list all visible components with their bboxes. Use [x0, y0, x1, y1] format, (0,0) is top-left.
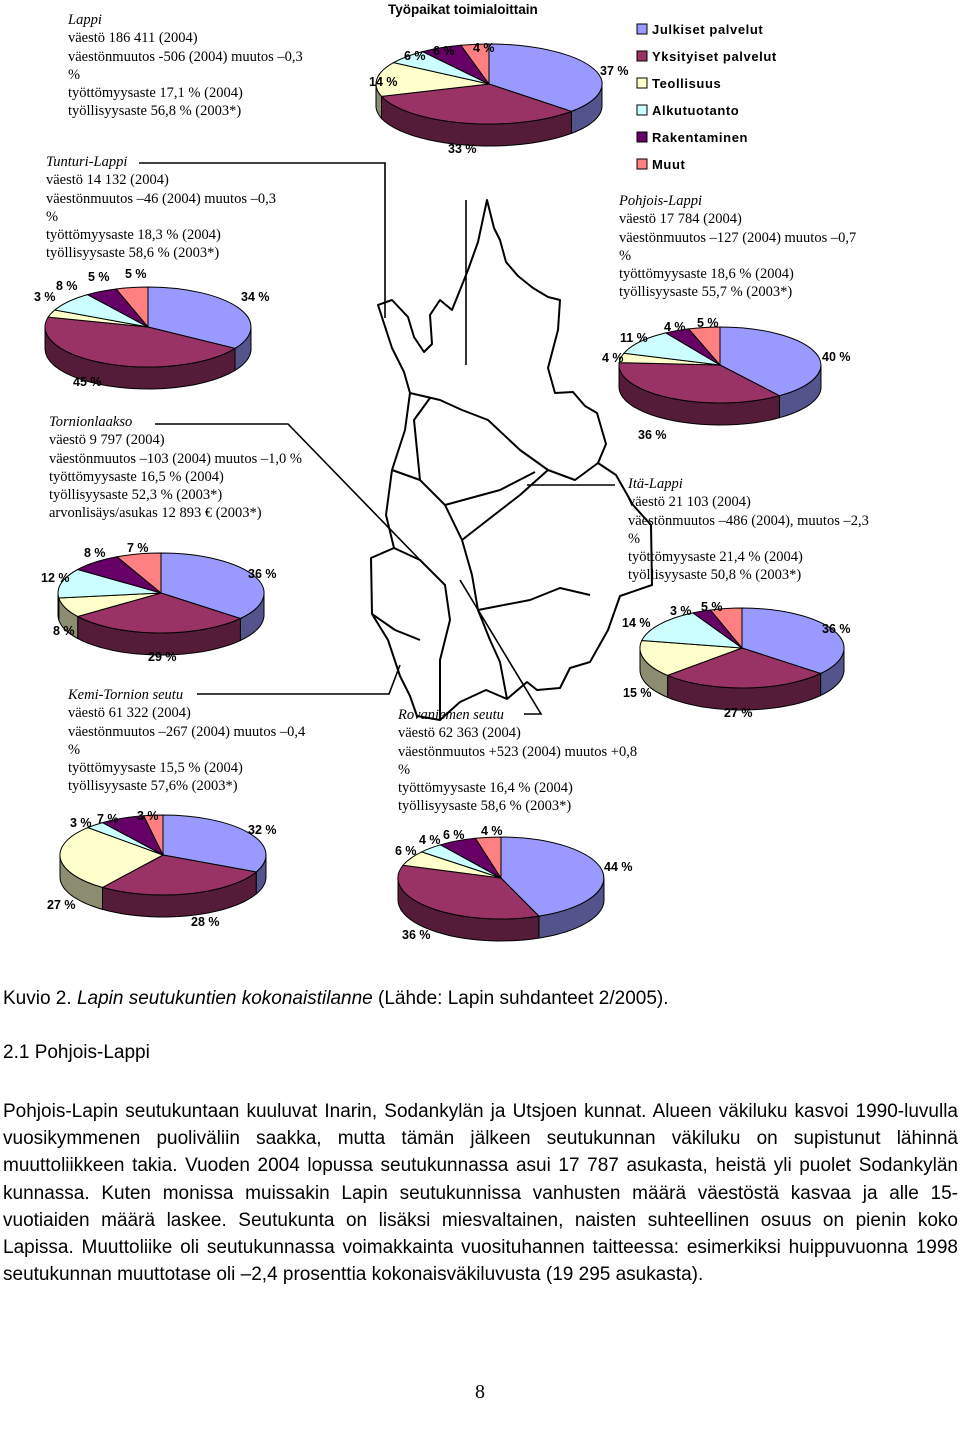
info-line: työllisyysaste 58,6 % (2003*) [46, 245, 220, 262]
map-border [410, 393, 598, 480]
info-line: väestönmuutos –267 (2004) muutos –0,4 [68, 723, 306, 740]
region-title: Tornionlaakso [49, 414, 133, 430]
info-line: väestö 186 411 (2004) [68, 30, 198, 47]
pie-value-label: 27 % [724, 706, 753, 720]
pie-value-label: 5 % [125, 267, 147, 281]
info-line: väestönmuutos –46 (2004) muutos –0,3 [46, 190, 276, 207]
pie-value-label: 4 % [664, 320, 686, 334]
section-heading: 2.1 Pohjois-Lappi [3, 1042, 150, 1063]
info-line: väestö 21 103 (2004) [628, 494, 751, 511]
info-line: väestönmuutos –103 (2004) muutos –1,0 % [49, 450, 302, 467]
pie-value-label: 36 % [402, 928, 431, 942]
map-border [462, 470, 548, 540]
pie-value-label: 40 % [822, 350, 851, 364]
legend-item-julkiset-palvelut [637, 22, 763, 37]
pie-value-label: 3 % [70, 816, 92, 830]
info-line: työllisyysaste 50,8 % (2003*) [628, 567, 802, 584]
pie-value-label: 8 % [53, 624, 75, 638]
pie-chart-tunturi-lappi [34, 267, 270, 389]
pie-value-label: 36 % [248, 567, 277, 581]
info-line: väestö 17 784 (2004) [619, 211, 742, 228]
info-line: väestönmuutos -506 (2004) muutos –0,3 [68, 48, 303, 65]
info-line: työttömyysaste 17,1 % (2004) [68, 85, 243, 102]
pie-value-label: 7 % [97, 812, 119, 826]
legend-label: Julkiset palvelut [652, 22, 764, 37]
info-line: % [619, 247, 632, 264]
pie-value-label: 4 % [419, 833, 441, 847]
legend-swatch [637, 159, 647, 169]
info-line: väestö 62 363 (2004) [398, 725, 521, 742]
pie-value-label: 6 % [433, 44, 455, 58]
pie-value-label: 45 % [73, 375, 102, 389]
pie-value-label: 4 % [481, 824, 503, 838]
legend-swatch [637, 105, 647, 115]
info-line: väestönmuutos –127 (2004) muutos –0,7 [619, 229, 857, 246]
legend-label: Muut [652, 157, 686, 172]
legend-item-muut [637, 157, 686, 172]
pie-value-label: 29 % [148, 650, 177, 664]
info-line: % [46, 208, 59, 225]
pie-value-label: 8 % [56, 279, 78, 293]
legend [637, 22, 777, 172]
pie-value-label: 36 % [638, 428, 667, 442]
info-line: työttömyysaste 18,3 % (2004) [46, 227, 221, 244]
chart-title: Työpaikat toimialoittain [388, 2, 538, 17]
info-line: työttömyysaste 18,6 % (2004) [619, 266, 794, 283]
legend-label: Alkutuotanto [652, 103, 740, 118]
pie-value-label: 6 % [443, 828, 465, 842]
map-border [445, 472, 535, 505]
legend-label: Rakentaminen [652, 130, 749, 145]
pie-value-label: 28 % [191, 915, 220, 929]
pie-value-label: 6 % [395, 844, 417, 858]
legend-swatch [637, 132, 647, 142]
pie-chart-rovaniemen-seutu [395, 824, 633, 942]
pie-value-label: 34 % [241, 290, 270, 304]
pie-charts [34, 41, 851, 942]
legend-swatch [637, 51, 647, 61]
pie-value-label: 7 % [127, 541, 149, 555]
page-number: 8 [475, 1381, 485, 1403]
figure-caption [3, 988, 669, 1010]
pie-chart-pohjois-lappi [602, 316, 851, 442]
pie-value-label: 37 % [600, 64, 629, 78]
info-line: työllisyysaste 52,3 % (2003*) [49, 487, 223, 504]
legend-item-yksityiset-palvelut [637, 49, 777, 64]
info-line: % [68, 741, 81, 758]
info-line: väestö 9 797 (2004) [49, 432, 165, 449]
pie-value-label: 4 % [473, 41, 495, 55]
pie-value-label: 11 % [620, 331, 648, 345]
pie-value-label: 27 % [47, 898, 76, 912]
map-border [414, 398, 430, 480]
info-line: työllisyysaste 57,6% (2003*) [68, 778, 238, 795]
map-outline [371, 200, 652, 720]
pie-value-label: 8 % [84, 546, 106, 560]
leader-line [155, 424, 420, 560]
pie-value-label: 4 % [602, 351, 624, 365]
info-line: työllisyysaste 56,8 % (2003*) [68, 103, 242, 120]
info-line: työttömyysaste 21,4 % (2004) [628, 549, 803, 566]
pie-value-label: 5 % [88, 270, 110, 284]
pie-value-label: 5 % [697, 316, 719, 330]
region-title: Itä-Lappi [628, 476, 683, 492]
info-line: väestö 61 322 (2004) [68, 705, 191, 722]
region-title: Tunturi-Lappi [46, 154, 128, 170]
legend-item-alkutuotanto [637, 103, 739, 118]
pie-value-label: 3 % [137, 809, 159, 823]
caption-title: Lapin seutukuntien kokonaistilanne [76, 988, 373, 1009]
pie-chart-it-lappi [622, 600, 851, 720]
pie-value-label: 5 % [701, 600, 723, 614]
info-line: työllisyysaste 55,7 % (2003*) [619, 284, 793, 301]
pie-value-label: 44 % [604, 860, 633, 874]
legend-item-teollisuus [637, 76, 721, 91]
info-line: % [398, 761, 411, 778]
info-line: väestö 14 132 (2004) [46, 172, 169, 189]
region-title: Rovaniemen seutu [398, 707, 504, 723]
pie-value-label: 14 % [369, 75, 398, 89]
info-line: % [628, 530, 641, 547]
info-line: työttömyysaste 15,5 % (2004) [68, 760, 243, 777]
legend-swatch [637, 78, 647, 88]
info-line: väestönmuutos –486 (2004), muutos –2,3 [628, 512, 869, 529]
pie-chart-lappi [369, 41, 629, 156]
pie-value-label: 3 % [34, 290, 56, 304]
pie-value-label: 33 % [448, 142, 477, 156]
caption-label: Kuvio 2. [3, 988, 72, 1009]
pie-value-label: 6 % [404, 49, 426, 63]
leader-line [197, 665, 400, 694]
legend-swatch [637, 24, 647, 34]
info-line: työttömyysaste 16,5 % (2004) [49, 468, 224, 485]
info-line: työttömyysaste 16,4 % (2004) [398, 780, 573, 797]
region-title: Lappi [68, 12, 102, 28]
pie-value-label: 3 % [670, 604, 692, 618]
region-title: Pohjois-Lappi [619, 193, 702, 209]
pie-value-label: 32 % [248, 823, 277, 837]
legend-label: Yksityiset palvelut [652, 49, 777, 64]
info-line: työllisyysaste 58,6 % (2003*) [398, 798, 572, 815]
legend-label: Teollisuus [652, 76, 722, 91]
info-line: väestönmuutos +523 (2004) muutos +0,8 [398, 743, 638, 760]
body-paragraph: Pohjois-Lapin seutukuntaan kuuluvat Inarin, Sodankylän ja Utsjoen kunnat. Alueen väkiluku kasvoi 1990-luvulla vuosikymmenen puoliväliin saakka, mutta tämän jälkeen seutukunnan väkiluku on supistunut lähinnä muuttoliikkeen takia. Vuoden 2004 lopussa seutukunnassa asui 17 787 asukasta, heistä yli puolet Sodankylän kunnassa. Kuten monissa muissakin Lapin seutukunnissa vanhusten määrä väestöstä kasvaa ja alle 15-vuotiaiden määrä laskee. Seutukunta on lisäksi miesvaltainen, naisten suhteellinen osuus on pienin koko Lapissa. Muuttoliike oli seutukunnassa voimakkainta vuosituhannen taitteessa: esimerkiksi huippuvuonna 1998 seutukunnan muuttotase oli –2,4 prosenttia kokonaisväkiluvusta (19 295 asukasta). [3, 1101, 958, 1286]
lapland-map [371, 200, 652, 720]
region-title: Kemi-Tornion seutu [68, 687, 184, 703]
legend-item-rakentaminen [637, 130, 748, 145]
map-border [478, 588, 590, 610]
pie-value-label: 12 % [41, 571, 70, 585]
caption-source: (Lähde: Lapin suhdanteet 2/2005). [378, 988, 669, 1009]
pie-chart-kemi-tornion-seutu [47, 809, 277, 929]
pie-value-label: 14 % [622, 616, 651, 630]
pie-value-label: 36 % [822, 622, 851, 636]
pie-value-label: 15 % [623, 686, 652, 700]
pie-chart-tornionlaakso [41, 541, 277, 664]
info-line: % [68, 66, 81, 83]
info-line: arvonlisäys/asukas 12 893 € (2003*) [49, 505, 262, 522]
